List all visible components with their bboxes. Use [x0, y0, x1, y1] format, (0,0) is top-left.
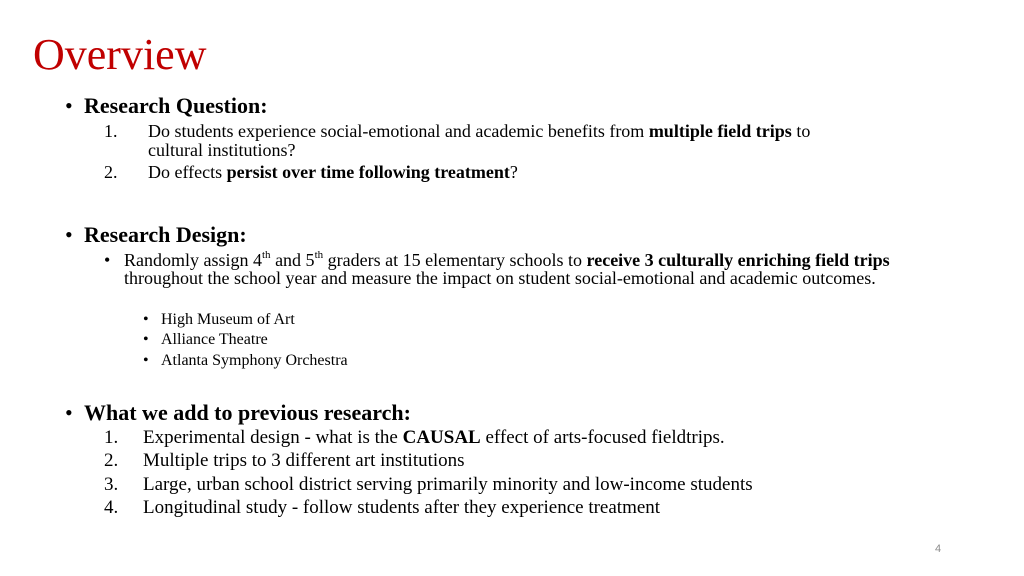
institution-name: High Museum of Art [161, 311, 295, 328]
contribution-item-number: 3. [104, 474, 119, 495]
contribution-item-text: Longitudinal study - follow students after they experience treatment [143, 497, 661, 518]
bullet-icon: • [65, 400, 73, 425]
contribution-item-text: Large, urban school district serving primarily minority and low-income students [143, 474, 753, 495]
contribution-item-number: 4. [104, 497, 119, 518]
contribution-item-text: Multiple trips to 3 different art institutions [143, 450, 465, 471]
question-item-number: 2. [104, 162, 118, 182]
research-design-text: Randomly assign 4th and 5th graders at 15 elementary schools to receive 3 culturally enriching field trips throughout the school year and measure the impact on student social-emotional and academic outcomes. [124, 249, 890, 288]
question-item-text: Do effects persist over time following treatment? [148, 162, 518, 182]
page-number: 4 [935, 543, 942, 555]
bullet-icon: • [65, 93, 73, 118]
bullet-icon: • [65, 222, 73, 247]
contribution-heading: What we add to previous research: [84, 400, 411, 425]
question-item-1-line-2 [148, 140, 295, 160]
contribution-item-number: 1. [104, 427, 119, 448]
bullet-icon: • [104, 250, 111, 270]
question-item-continuation: cultural institutions? [148, 140, 296, 160]
bullet-icon: • [143, 352, 149, 369]
institution-name: Alliance Theatre [161, 331, 268, 348]
institution-name: Atlanta Symphony Orchestra [161, 352, 348, 369]
question-item-text: Do students experience social-emotional and academic benefits from multiple field trips to [148, 121, 811, 141]
bullet-icon: • [143, 311, 149, 328]
research-design-heading: Research Design: [84, 222, 247, 247]
question-item-number: 1. [104, 121, 118, 141]
bullet-icon: • [143, 331, 149, 348]
contribution-item-text: Experimental design - what is the CAUSAL effect of arts-focused fieldtrips. [143, 427, 725, 448]
slide-title: Overview [33, 30, 207, 79]
research-question-heading: Research Question: [84, 93, 268, 118]
contribution-item-number: 2. [104, 450, 119, 471]
